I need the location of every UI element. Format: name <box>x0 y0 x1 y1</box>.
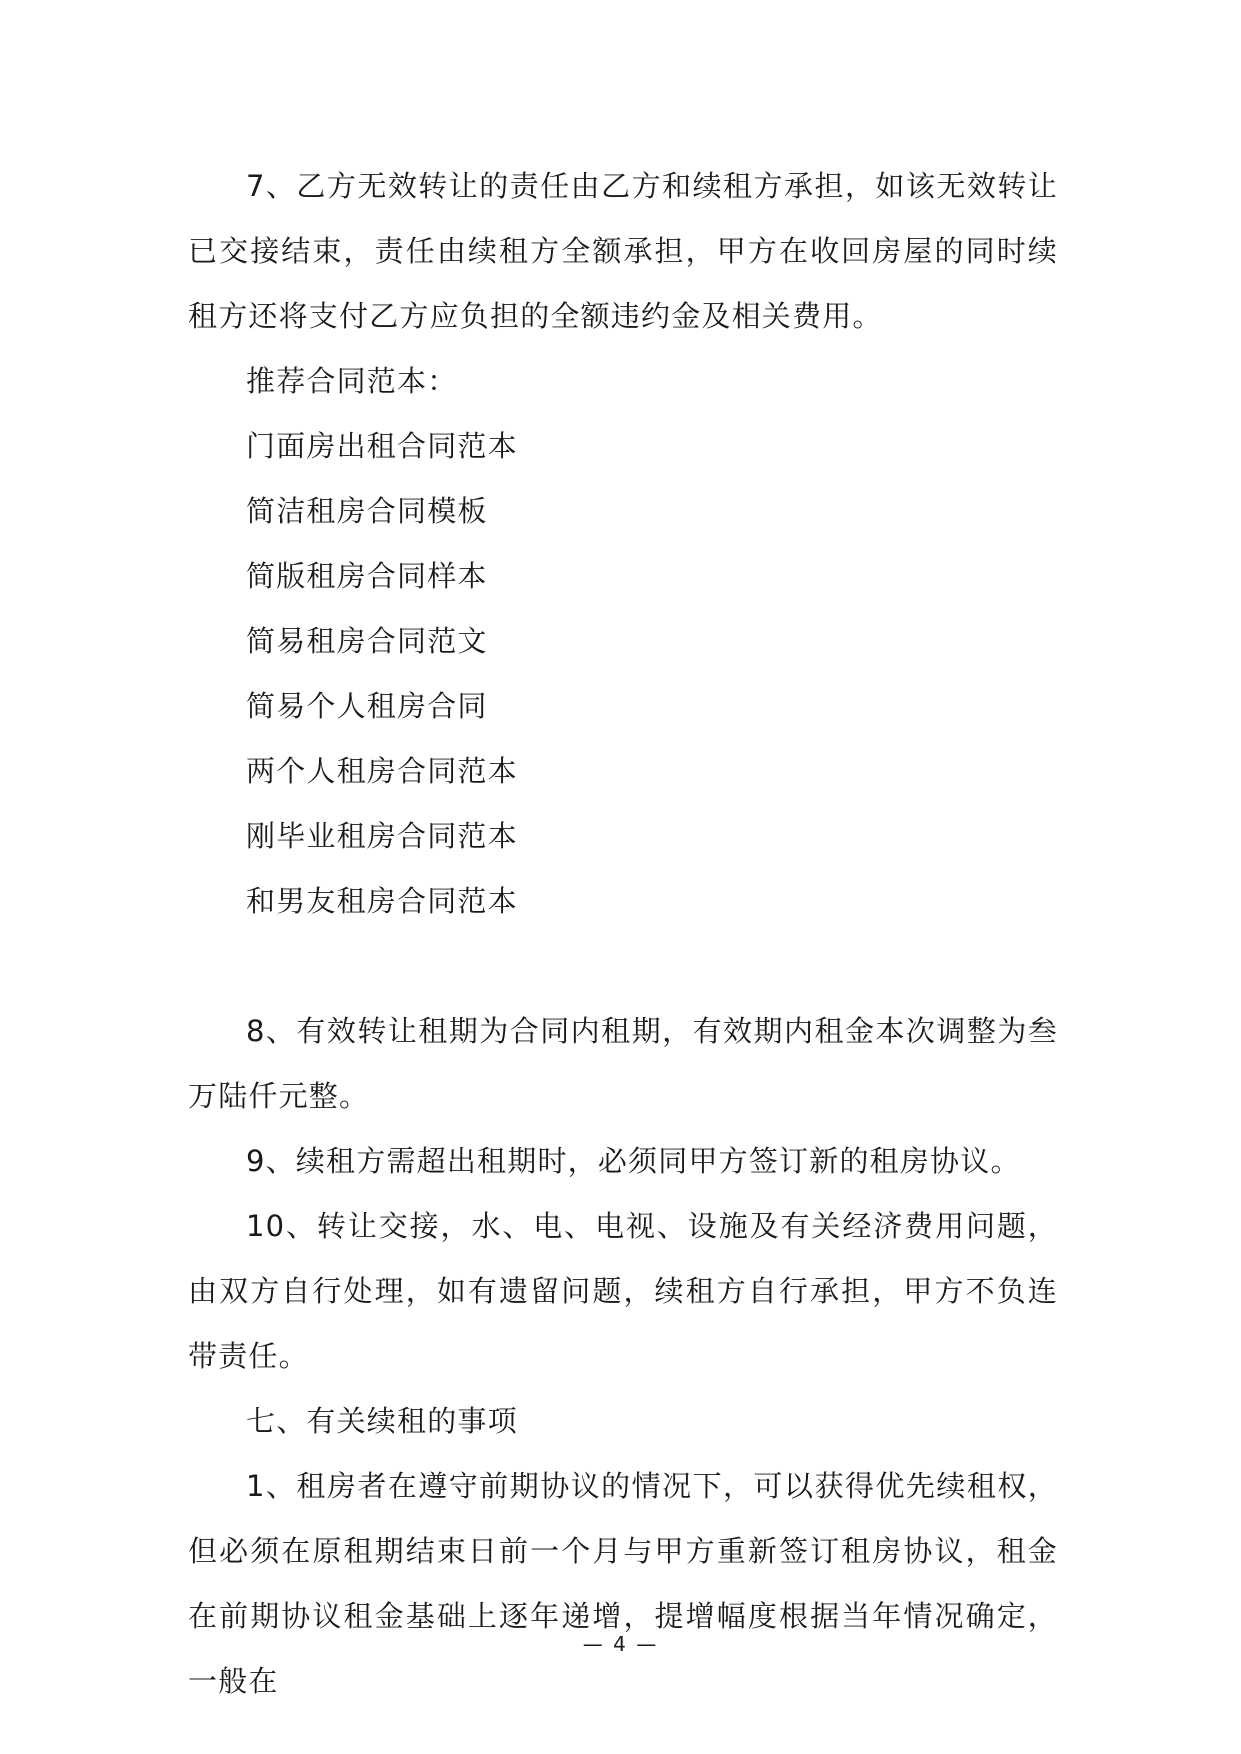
page-number: — 4 — <box>582 1632 659 1656</box>
list-item: 简版租房合同样本 <box>246 559 488 593</box>
spacer <box>188 934 1058 999</box>
paragraph-clause-8: 8、有效转让租期为合同内租期，有效期内租金本次调整为叁万陆仟元整。 <box>188 1014 1058 1113</box>
section-heading-renewal: 七、有关续租的事项 <box>246 1404 518 1438</box>
list-item: 两个人租房合同范本 <box>246 754 518 788</box>
list-item: 简易租房合同范文 <box>246 624 488 658</box>
paragraph-renewal-clause-1: 1、租房者在遵守前期协议的情况下，可以获得优先续租权，但必须在原租期结束日前一个月与甲方重新签订租房协议，租金在前期协议租金基础上逐年递增，提增幅度根据当年情况确定，一般在 <box>188 1469 1058 1698</box>
recommended-templates-list <box>188 414 1058 934</box>
list-item: 刚毕业租房合同范本 <box>246 819 518 853</box>
list-item: 和男友租房合同范本 <box>246 884 518 918</box>
paragraph-clause-10: 10、转让交接，水、电、电视、设施及有关经济费用问题，由双方自行处理，如有遗留问题，续租方自行承担，甲方不负连带责任。 <box>188 1209 1058 1373</box>
list-item: 简易个人租房合同 <box>246 689 488 723</box>
paragraph-clause-7: 7、乙方无效转让的责任由乙方和续租方承担，如该无效转让已交接结束，责任由续租方全额承担，甲方在收回房屋的同时续租方还将支付乙方应负担的全额违约金及相关费用。 <box>188 169 1058 333</box>
document-body <box>188 154 1058 1714</box>
recommended-templates-heading: 推荐合同范本： <box>246 364 458 398</box>
paragraph-clause-9: 9、续租方需超出租期时，必须同甲方签订新的租房协议。 <box>246 1144 1021 1178</box>
list-item: 简洁租房合同模板 <box>246 494 488 528</box>
list-item: 门面房出租合同范本 <box>246 429 518 463</box>
